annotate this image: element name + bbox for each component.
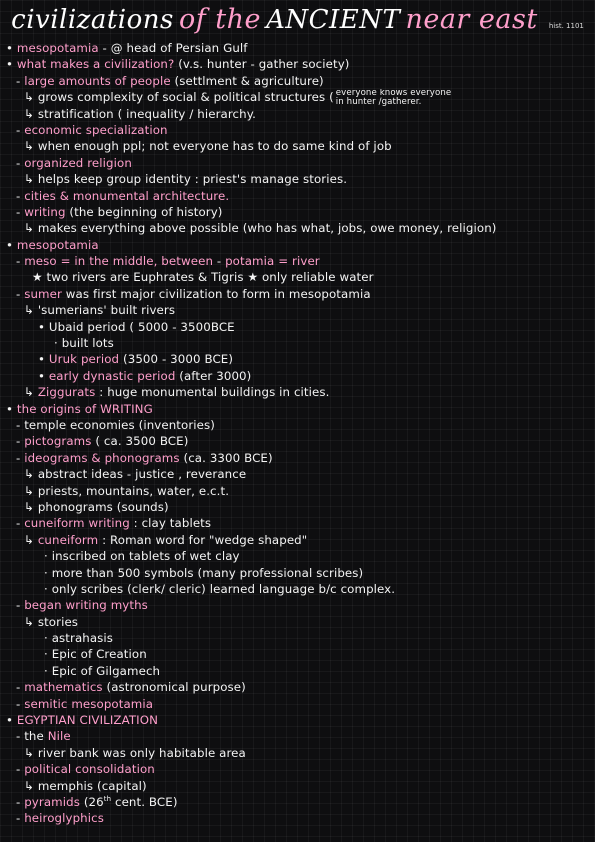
note-line <box>0 40 595 56</box>
note-text: (26 <box>79 794 104 809</box>
note-line <box>0 450 595 466</box>
highlighted-term: semitic mesopotamia <box>24 696 154 711</box>
note-line <box>0 56 595 72</box>
highlighted-term: potamia = river <box>225 254 320 269</box>
note-line <box>0 155 595 171</box>
note-text: - <box>16 286 25 301</box>
highlighted-term: writing <box>24 204 66 219</box>
note-text: - <box>16 696 25 711</box>
note-text: - the <box>16 729 48 744</box>
note-text: - <box>16 794 25 809</box>
note-text: : clay tablets <box>129 516 212 531</box>
note-text: ↳ <box>24 385 38 400</box>
note-line <box>0 630 595 646</box>
note-line <box>0 204 595 220</box>
note-line <box>0 138 595 154</box>
note-text: - <box>16 680 25 695</box>
highlighted-term: mathematics <box>24 680 103 695</box>
highlighted-term: sumer <box>24 286 62 301</box>
note-text: • <box>6 237 17 252</box>
note-line <box>0 728 595 744</box>
note-line <box>0 778 595 794</box>
note-text: - <box>16 73 25 88</box>
note-text: ↳ stratification ( inequality / hierarchy. <box>24 106 256 121</box>
title-part-3: ANCIENT <box>266 5 401 35</box>
highlighted-term: Uruk period <box>48 352 120 367</box>
note-text: - <box>16 598 25 613</box>
note-line <box>0 237 595 253</box>
note-text: th <box>103 795 112 804</box>
title-tag: hist. 1101 <box>548 22 584 30</box>
note-text: ↳ helps keep group identity : priest's manage stories. <box>24 172 348 187</box>
highlighted-term: pyramids <box>24 794 80 809</box>
note-text: • <box>38 368 49 383</box>
note-line <box>0 319 595 335</box>
note-line <box>0 745 595 761</box>
note-line <box>0 712 595 728</box>
highlighted-term: what makes a civilization? <box>16 57 175 72</box>
note-text: • <box>6 57 17 72</box>
note-text: - temple economies (inventories) <box>16 417 215 432</box>
note-line <box>0 565 595 581</box>
highlighted-term: cities & monumental architecture. <box>24 188 230 203</box>
note-text: - @ head of Persian Gulf <box>98 41 248 55</box>
highlighted-term: meso = in the middle, between <box>24 254 214 269</box>
note-line <box>0 614 595 630</box>
note-text: cent. BCE) <box>111 794 178 809</box>
note-text: - <box>16 254 25 269</box>
title-part-4: near east <box>405 4 538 35</box>
notes-body <box>0 40 595 827</box>
note-text: · only scribes (clerk/ cleric) learned language b/c complex. <box>44 581 396 596</box>
note-text: ↳ river bank was only habitable area <box>24 745 246 760</box>
note-text: (ca. 3300 BCE) <box>179 450 273 465</box>
note-text: ↳ priests, mountains, water, e.c.t. <box>24 483 230 498</box>
note-line <box>0 663 595 679</box>
note-line <box>0 810 595 826</box>
highlighted-term: economic specialization <box>24 122 168 137</box>
highlighted-term: ideograms & phonograms <box>24 450 180 465</box>
highlighted-term: heiroglyphics <box>24 811 104 826</box>
highlighted-term: mesopotamia <box>16 237 99 252</box>
note-text: - <box>16 450 25 465</box>
note-line <box>0 351 595 367</box>
note-line <box>0 171 595 187</box>
note-text: ↳ grows complexity of social & political structures ( <box>24 90 334 105</box>
note-text: - <box>16 811 25 826</box>
note-text: ↳ abstract ideas - justice , reverance <box>24 467 247 482</box>
highlighted-term: began writing myths <box>24 598 148 613</box>
note-line <box>0 646 595 662</box>
note-line <box>0 368 595 384</box>
stacked-note-line: in hunter /gatherer. <box>335 96 422 106</box>
note-text: • <box>6 41 17 55</box>
note-line <box>0 696 595 712</box>
note-text: (settlment & agriculture) <box>170 73 324 88</box>
note-line <box>0 794 595 810</box>
note-text: : huge monumental buildings in cities. <box>95 385 330 400</box>
highlighted-term: organized religion <box>24 155 132 170</box>
note-text: · Epic of Gilgamech <box>44 663 161 678</box>
note-text: (3500 - 3000 BCE) <box>119 352 234 367</box>
note-line <box>0 679 595 695</box>
note-line <box>0 253 595 269</box>
note-line <box>0 401 595 417</box>
highlighted-term: Ziggurats <box>37 385 96 400</box>
note-line <box>0 466 595 482</box>
note-line <box>0 548 595 564</box>
highlighted-term: pictograms <box>24 434 92 449</box>
title-part-2: of the <box>178 4 262 35</box>
note-line <box>0 106 595 122</box>
note-line <box>0 515 595 531</box>
highlighted-term: mesopotamia <box>16 41 99 55</box>
note-line <box>0 335 595 351</box>
note-text: : Roman word for "wedge shaped" <box>98 532 308 547</box>
note-text: (astronomical purpose) <box>102 680 246 695</box>
note-text: - <box>16 204 25 219</box>
highlighted-term: EGYPTIAN CIVILIZATION <box>16 713 159 728</box>
note-text: - <box>16 188 25 203</box>
note-line <box>0 188 595 204</box>
note-line <box>0 483 595 499</box>
note-text: • <box>6 401 17 416</box>
note-line <box>0 417 595 433</box>
note-line <box>0 73 595 89</box>
note-text: ↳ makes everything above possible (who has what, jobs, owe money, religion) <box>24 221 497 236</box>
note-line <box>0 433 595 449</box>
note-text: - <box>16 762 25 777</box>
note-line <box>0 499 595 515</box>
note-line <box>0 122 595 138</box>
highlighted-term: large amounts of people <box>24 73 171 88</box>
note-line <box>0 89 595 105</box>
page-title <box>0 4 595 44</box>
note-text: - <box>16 516 25 531</box>
stacked-note <box>336 89 452 105</box>
note-line <box>0 532 595 548</box>
note-text: (the beginning of history) <box>65 204 223 219</box>
note-text: • <box>6 713 17 728</box>
note-line <box>0 581 595 597</box>
note-line <box>0 269 595 285</box>
note-text: · built lots <box>54 336 114 351</box>
highlighted-term: cuneiform writing <box>24 516 130 531</box>
note-text: - <box>213 254 226 269</box>
note-text: - <box>16 155 25 170</box>
highlighted-term: Nile <box>47 729 71 744</box>
note-text: - <box>16 434 25 449</box>
note-text: was first major civilization to form in mesopotamia <box>61 286 371 301</box>
note-text: ↳ <box>24 532 38 547</box>
note-line <box>0 761 595 777</box>
note-text: ↳ when enough ppl; not everyone has to do same kind of job <box>24 139 392 154</box>
title-part-1: civilizations <box>11 5 174 35</box>
note-text: ★ two rivers are Euphrates & Tigris ★ only reliable water <box>32 270 374 285</box>
note-text: · astrahasis <box>44 631 114 646</box>
highlighted-term: early dynastic period <box>48 368 176 383</box>
note-text: ↳ stories <box>24 614 79 629</box>
note-text: • <box>38 352 49 367</box>
highlighted-term: the origins of WRITING <box>16 401 153 416</box>
note-text: (after 3000) <box>175 368 252 383</box>
highlighted-term: cuneiform <box>37 532 99 547</box>
highlighted-term: political consolidation <box>24 762 155 777</box>
note-line <box>0 597 595 613</box>
note-line <box>0 384 595 400</box>
note-text: • Ubaid period ( 5000 - 3500BCE <box>38 319 235 334</box>
note-text: ( ca. 3500 BCE) <box>91 434 189 449</box>
note-text: · more than 500 symbols (many professional scribes) <box>44 565 364 580</box>
note-text: ↳ phonograms (sounds) <box>24 499 169 514</box>
note-text: · Epic of Creation <box>44 647 147 662</box>
note-line <box>0 302 595 318</box>
note-text: ↳ memphis (capital) <box>24 778 147 793</box>
note-line <box>0 286 595 302</box>
note-text: · inscribed on tablets of wet clay <box>44 549 240 564</box>
stacked-note-line: everyone knows everyone <box>335 89 452 99</box>
note-text: ↳ 'sumerians' built rivers <box>24 303 176 318</box>
note-text: - <box>16 122 25 137</box>
note-line <box>0 220 595 236</box>
note-text: (v.s. hunter - gather society) <box>174 57 350 72</box>
